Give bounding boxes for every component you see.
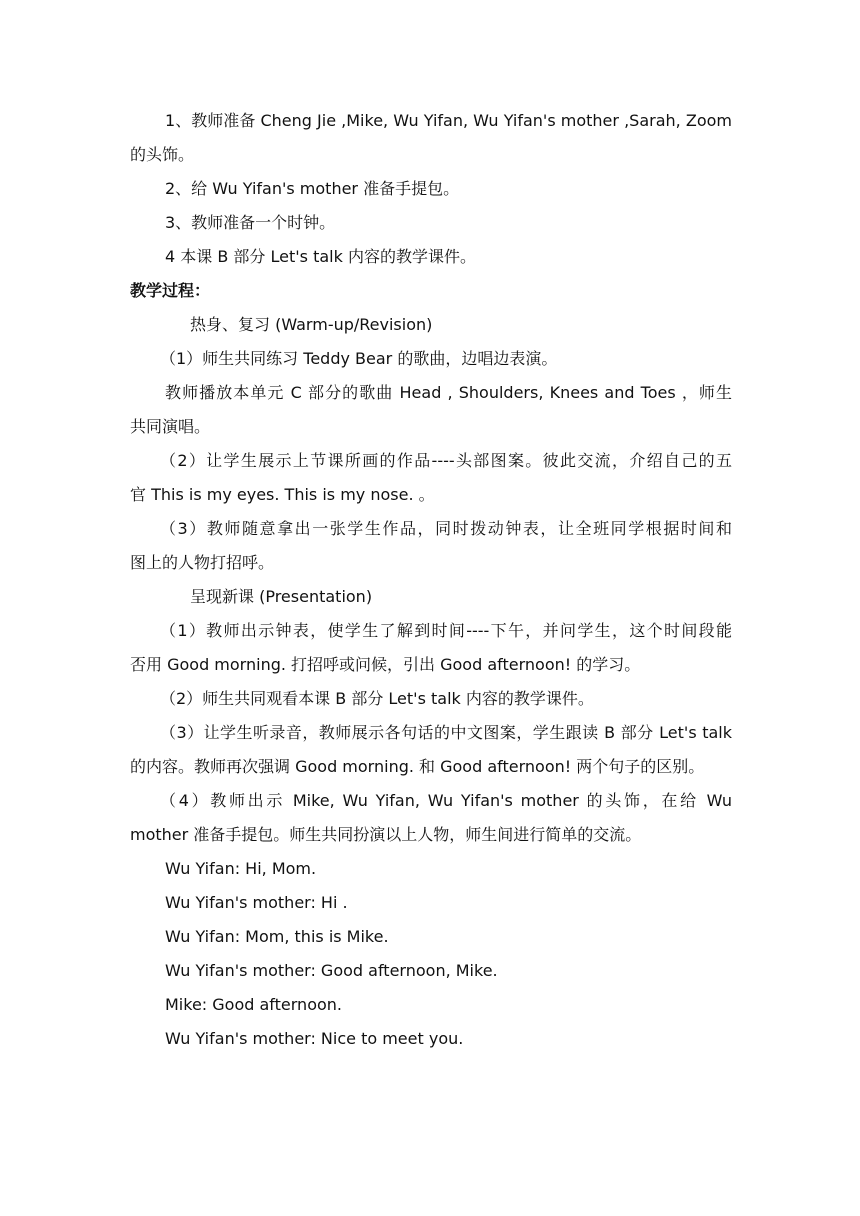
prep-item-3: 3、教师准备一个时钟。	[165, 213, 336, 232]
dialogue-line: Wu Yifan's mother: Good afternoon, Mike.	[165, 961, 498, 980]
warmup-item-1-detail: 教师播放本单元 C 部分的歌曲 Head , Shoulders, Knees and Toes ，师生	[165, 383, 732, 402]
warmup-item-3: （3）教师随意拿出一张学生作品，同时拨动钟表，让全班同学根据时间和	[160, 519, 732, 538]
step-heading-warmup: 热身、复习 (Warm-up/Revision)	[190, 315, 433, 334]
warmup-item-1: （1）师生共同练习 Teddy Bear 的歌曲，边唱边表演。	[160, 349, 558, 368]
dialogue-line: Wu Yifan's mother: Nice to meet you.	[165, 1029, 464, 1048]
warmup-item-2: （2）让学生展示上节课所画的作品----头部图案。彼此交流，介绍自己的五	[160, 451, 732, 470]
presentation-item-3: （3）让学生听录音，教师展示各句话的中文图案，学生跟读 B 部分 Let's talk	[160, 723, 732, 742]
presentation-item-2: （2）师生共同观看本课 B 部分 Let's talk 内容的教学课件。	[160, 689, 594, 708]
dialogue-line: Wu Yifan: Hi, Mom.	[165, 859, 317, 878]
warmup-item-2-cont: 官 This is my eyes. This is my nose. 。	[130, 485, 435, 504]
dialogue-line: Mike: Good afternoon.	[165, 995, 342, 1014]
prep-item-2: 2、给 Wu Yifan's mother 准备手提包。	[165, 179, 460, 198]
step-heading-presentation: 呈现新课 (Presentation)	[190, 587, 373, 606]
presentation-item-1-cont: 否用 Good morning. 打招呼或问候，引出 Good afternoon! 的学习。	[130, 655, 641, 674]
dialogue-line: Wu Yifan: Mom, this is Mike.	[165, 927, 389, 946]
presentation-item-1: （1）教师出示钟表，使学生了解到时间----下午，并问学生，这个时间段能	[160, 621, 732, 640]
prep-item-1-cont: 的头饰。	[130, 145, 195, 164]
presentation-item-4: （4）教师出示 Mike, Wu Yifan, Wu Yifan's mother 的头饰，在给 Wu	[160, 791, 732, 810]
presentation-item-4-cont: mother 准备手提包。师生共同扮演以上人物，师生间进行简单的交流。	[130, 825, 642, 844]
warmup-item-1-detail-cont: 共同演唱。	[130, 417, 211, 436]
dialogue-line: Wu Yifan's mother: Hi .	[165, 893, 348, 912]
prep-item-1: 1、教师准备 Cheng Jie ,Mike, Wu Yifan, Wu Yifan's mother ,Sarah, Zoom	[165, 111, 732, 130]
warmup-item-3-cont: 图上的人物打招呼。	[130, 553, 275, 572]
lesson-plan-body	[130, 104, 732, 1056]
presentation-item-3-cont: 的内容。教师再次强调 Good morning. 和 Good afternoon! 两个句子的区别。	[130, 757, 705, 776]
section-heading-process: 教学过程：	[130, 281, 211, 300]
prep-item-4: 4 本课 B 部分 Let's talk 内容的教学课件。	[165, 247, 476, 266]
